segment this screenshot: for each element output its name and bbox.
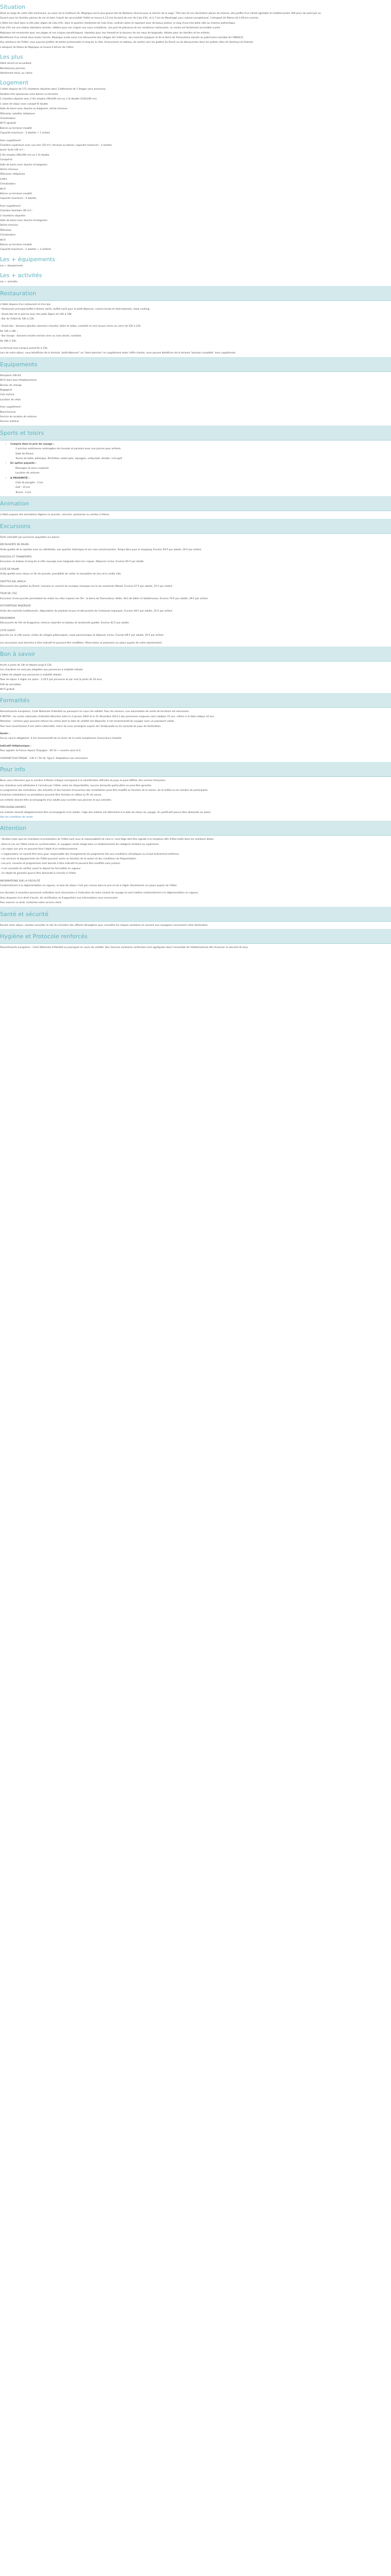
equipement-item: Wi-Fi dans tout l'établissement [0, 379, 37, 382]
pour-info-para: Les chambres sont attribuées à l'arrivée par l'hôtel, selon les disponibilités, aucune demande particulière ne peut être garantie. [0, 784, 152, 787]
family-item: Sèche-cheveux [0, 224, 19, 227]
logement-item: 1 salon de séjour avec canapé-lit double [0, 103, 48, 106]
attention-section [0, 821, 391, 905]
logement-item: Climatisation [0, 117, 16, 120]
attention-para: - L'organisateur ne saurait être tenu pour responsable des changements de programme liés aux conditions climatiques ou à tout événement extérieur. [0, 853, 180, 856]
equipement-item: Bureau de change [0, 384, 22, 387]
restauration-para: L'hôtel dispose d'un restaurant et d'un bar. [0, 303, 51, 306]
logement-intro2: Doubles très spacieuses avec balcon ou terrasse. [0, 93, 59, 96]
section-title-situation: Situation [0, 4, 26, 10]
attention-para: - Les repas non pris ne peuvent faire l'objet d'un remboursement. [0, 848, 78, 851]
sports-near-title: • A PROXIMITÉ : [10, 477, 391, 480]
sports-free-item: Salle de fitness [15, 452, 34, 455]
formule-item: De 18h à 23h. [0, 340, 17, 343]
formalites-para: Attention : certains pays peuvent refuser les cartes dont la date de validité est dépassée. Il est recommandé de voyager avec un passeport valide. [0, 720, 175, 723]
les-plus-item: Hôtel récent et accueillant [0, 62, 31, 65]
suite-item: Salle de bains avec douche et baignoire [0, 163, 47, 166]
tel-title: Indicatif téléphonique : [0, 744, 31, 748]
sports-free-item: 2 piscines extérieures aménagées de transats et parasols avec une piscine pour enfants [15, 448, 121, 451]
equipement-supp-title: Avec supplément : [0, 406, 22, 409]
bon-a-savoir-item: Accès à partir de 14h et départ jusqu'à 12h. [0, 664, 53, 667]
restauration-para: - Snack-bar de la piscine avec des plats légers de 10h à 18h. [0, 313, 73, 316]
sports-band [0, 426, 391, 440]
situation-para: Aux alentours de l'hôtel, vous pourrez profiter de belles promenades le long de la côte, d'excursions en bateau, de sorties vers les grottes du Drach ou de découvertes dans les petites villes de Santanyí et Felanitx. [0, 41, 254, 44]
section-title-excursions: Excursions [0, 522, 31, 530]
equipement-supp: Service médical [0, 420, 19, 423]
animation-text: L'hôtel propose des animations légères en journée, concerts, spectacles ou soirées à thème. [0, 514, 110, 517]
bon-a-savoir-band [0, 647, 391, 662]
excursion-heading: FAISCEAU ET TRANSPORTS [0, 555, 32, 558]
formule-item: De 10h à 18h : [0, 330, 18, 333]
family-item: Capacité maximum : 2 adultes + 2 enfants [0, 248, 52, 251]
equipement-item: Bagagerie [0, 388, 12, 392]
fiscalite-title: INFORMATIONS SUR LA FISCALITÉ [0, 879, 40, 883]
pour-info-para: Certaines installations ou prestations peuvent être fermées en début ou fin de saison. [0, 794, 103, 797]
sports-section [0, 426, 391, 495]
animation-band [0, 496, 391, 511]
les-plus-item: Nombreuses piscines [0, 67, 25, 70]
perso-para: Les données à caractère personnel collectées sont nécessaires à l'exécution de votre contrat de voyage et sont traitées conformément à la réglementation en vigueur. [0, 892, 199, 895]
plus-activites-section [0, 269, 391, 284]
suite-item: Climatisation [0, 183, 16, 186]
precision-title: PRÉCISIONS ENFANTS [0, 806, 26, 809]
attention-para: - Un dépôt de garantie pourra être demandé à l'arrivée à l'hôtel. [0, 872, 77, 875]
equipement-item: Réception 24h/24 [0, 374, 21, 377]
tel-text: Pour appeler la France depuis l'Espagne : 00 33 + numéro sans le 0. [0, 750, 82, 753]
logement-note: Avec supplément : [0, 139, 22, 142]
bon-a-savoir-item: Taxe de séjour à régler sur place : 2,20 € par personne et par nuit (à partir de 16 ans). [0, 679, 103, 682]
pour-info-para: Le programme des animations, des activités et des horaires d'ouverture des installations peut être modifié en fonction de la saison, de la météo ou du nombre de participants. [0, 789, 208, 792]
section-title-hygiene: Santé et sécurité [0, 910, 49, 918]
logement-item: Capacité maximum : 3 adultes + 1 enfant [0, 132, 50, 135]
family-item: Salle de bains avec douche et baignoire [0, 219, 47, 223]
attention-para: - Veuillez noter que les chambres et prestations de l'hôtel sont sous la responsabilité de celui-ci, tout litige doit être signalé à la réception afin d'être traité dans les meilleurs délais. [0, 838, 215, 841]
situation-para: Majorque est renommée pour ses plages et ses criques paradisiaques, réputées pour leur beauté et la douceur de ses eaux de baignade, idéales pour les familles et les enfants. [0, 31, 210, 35]
formule-item: - Snack-bar : boissons glacées, boissons chaudes, bière et sodas, cocktails et vins locaux servis au verre de 10h à 23h. [0, 325, 141, 328]
sante-text: Aucun vaccin obligatoire. Il est recommandé de se munir de la carte européenne d'assurance maladie. [0, 737, 122, 740]
hygiene-section [0, 907, 391, 927]
family-item: 2 chambres séparées [0, 214, 26, 217]
attention-para: - Dans le cas où l'hôtel serait en surréservation, le voyageur serait relogé dans un établissement de catégorie similaire ou supérieure. [0, 843, 159, 846]
section-title-logement: Logement [0, 79, 29, 87]
sports-near-item: Tennis : 2 km [15, 491, 31, 494]
excursion-text: Visite guidée de la capitale avec sa cathédrale, son quartier historique et ses rues commerçantes. Temps libre pour le shopping. Environ 59 € par adulte, 29 € par enfant. [0, 548, 202, 551]
excursion-heading: GROTTES DEL DRACH [0, 580, 26, 583]
excursions-section [0, 519, 391, 645]
animation-section [0, 496, 391, 517]
suite-item: Wi-Fi [0, 188, 6, 191]
equipement-supp: Service de location de voitures [0, 416, 37, 418]
logement-section [0, 77, 391, 251]
pour-info-band [0, 762, 391, 777]
excursion-heading: DRAGONERA [0, 617, 15, 620]
sports-free-item: Tennis de table, pétanque, fléchettes, water-polo, aquagym, volley-ball, aérobic, mini-golf [15, 457, 122, 461]
excursions-intro: Tarifs indicatifs par personne (payables sur place) : [0, 536, 61, 539]
pour-info-para: Nous vous informons que le nombre d'étoiles indiqué correspond à la classification officielle du pays et peut différer des normes françaises. [0, 779, 166, 783]
sports-free-title: • Compris dans le prix du voyage : [10, 443, 391, 446]
restauration-note2: Lors de votre séjour, vous bénéficiez de la formule "petit-déjeuner" ou "demi-pension" en supplément selon l'offre choisie, vous pouvez bénéficier de la formule "pension complète" avec supplément. [0, 352, 236, 355]
attention-para: - Les prix, horaires et programmes sont donnés à titre indicatif et peuvent être modifiés sans préavis. [0, 862, 121, 866]
excursion-text: Visite guidée avec retour en fin de journée, possibilité de visiter le monastère de Lluc et la vieille ville. [0, 573, 122, 576]
sante-title: Santé : [0, 733, 10, 736]
restauration-band [0, 286, 391, 301]
sports-near-item: Club de plongée : 2 km [15, 482, 43, 485]
formalites-para: Pour tout ressortissant d'une autre nationalité, merci de vous renseigner auprès de l'ambassade ou du consulat du pays de destination. [0, 725, 161, 728]
excursion-text: Découverte des grottes du Drach, incluant un concert de musique classique sur le lac souterrain Martel. Environ 47 € par adulte, 25 € par enfant. [0, 585, 173, 588]
suite-item: Coffre [0, 178, 7, 181]
formalites-para: À NOTER : les cartes nationales d'identité délivrées entre le 2 janvier 2004 et le 31 décembre 2013 à des personnes majeures sont valables 15 ans, même si la date indique 10 ans. [0, 715, 215, 718]
situation-para: Ouvert pour les familles pleines de vie et dans l'esprit de convivialité l'hôtel se trouve à 2,5 km du bord de mer de Cala d'Or, et à 7 km du Mondragó, parc naturel exceptionnel. L'aéroport de Palma est à 60 km environ. [0, 17, 259, 20]
suite-title: Junior Suite (40 m²) : [0, 149, 25, 152]
formule-item: - Bar lounge : boissons locales servies avec ou sans alcool, cocktails. [0, 335, 82, 338]
conditions-link[interactable]: Voir les conditions de vente [0, 816, 33, 819]
sports-pay-item: Massages et soins corporels [15, 467, 49, 470]
excursions-note: Les excursions sont données à titre indicatif et peuvent être modifiées. Réservation et paiement sur place auprès de notre représentant. [0, 641, 162, 645]
section-title-animation: Animation [0, 500, 29, 507]
protocole-band [0, 929, 391, 944]
logement-item: Balcon ou terrasse meublé [0, 127, 32, 130]
bon-a-savoir-item: L'hôtel est adapté aux personnes à mobilité réduite. [0, 673, 62, 676]
situation-para: Cala d'Or est une station balnéaire animée, célèbre pour ses criques aux eaux cristallines, son port de plaisance et ses nombreux restaurants. Le centre est facilement accessible à pied. [0, 27, 221, 30]
suite-item: Capacité maximum : 4 adultes [0, 197, 37, 200]
section-title-equipements: Equipements [0, 361, 38, 368]
section-title-sports: Sports et loisirs [0, 429, 44, 436]
plus-activites-text: Les + activités [0, 281, 18, 284]
excursion-heading: AUTHENTIQUE MAJORQUE [0, 605, 31, 608]
excursion-text: Excursion d'une journée permettant de visiter les sites majeurs de l'île : la Serra de Tramuntana, Sóller, Port de Sóller et Valldemossa. Environ 79 € par adulte, 39 € par enfant. [0, 597, 208, 600]
section-title-pour-info: Pour info [0, 766, 25, 773]
attention-para: - Les services et équipements de l'hôtel peuvent varier en fonction de la saison et des conditions de fréquentation. [0, 857, 137, 860]
bon-a-savoir-section [0, 647, 391, 691]
section-title-protocole: Hygiène et Protocole renforcés [0, 933, 88, 940]
excursion-heading: COTE OUEST [0, 629, 15, 632]
sports-pay-list [0, 462, 391, 465]
excursion-heading: COTE DE PALMA [0, 568, 20, 571]
attention-band [0, 821, 391, 836]
sports-near-list [0, 477, 391, 480]
excursion-heading: DÉCOUVERTE DE PALMA [0, 544, 29, 547]
perso-para: Vous disposez d'un droit d'accès, de rectification et d'opposition aux informations vous concernant. [0, 896, 118, 900]
precision-text: Les enfants doivent obligatoirement être accompagnés d'un adulte. L'âge des enfants est déterminé à la date de retour du voyage. Un justificatif pourra être demandé sur place. [0, 811, 211, 814]
logement-item: Salle de bains avec douche ou baignoire, sèche-cheveux [0, 108, 68, 111]
family-item: Climatisation [0, 234, 16, 237]
courant-text: COURANT ÉLECTRIQUE : 230 V / 50 Hz. Type F. Adaptateur non nécessaire. [0, 757, 89, 760]
formalites-section [0, 693, 391, 760]
equipement-supp: Blanchisserie [0, 411, 16, 414]
section-title-bon-a-savoir: Bon à savoir [0, 651, 36, 657]
sports-free-list [0, 443, 391, 446]
situation-para: Situé au large de cette côte lumineuse, au coeur de la meilleure île, Majorque est le plus grand site de Baléares réservé pour le dernier de la saga ! Très loin de son illustration pleine de charme, elle profite d'un climat agréable et méditerranéen 300 jours de soleil par an. [0, 12, 322, 15]
protocole-text: Ressortissants européens : Carte Nationale d'Identité ou passeport en cours de validité. Des mesures sanitaires renforcées sont appliquées dans l'ensemble de l'établissement afin d'assurer la sécurité de tous. [0, 946, 249, 950]
suite-item: Canapé-lit [0, 159, 12, 162]
protocole-section [0, 929, 391, 950]
excursion-text: Excursion en bateau le long de la côte sauvage avec baignade dans les criques. Déjeuner inclus. Environ 65 € par adulte. [0, 561, 144, 564]
equipements-section [0, 357, 391, 424]
family-item: Télévision [0, 229, 12, 232]
equipement-item: Coin lecture [0, 394, 14, 397]
pour-info-para: Les enfants doivent être accompagnés d'un adulte pour accéder aux piscines et aux activités. [0, 799, 112, 802]
excursion-text: Visite des marchés traditionnels, dégustation de produits locaux et découverte de l'artisanat majorquin. Environ 49 € par adulte, 25 € par enfant. [0, 609, 173, 613]
situation-para: L'Hôtel est situé dans la très jolie région de Cala d'Or, dans le quartier résidentiel de Cala Gran, endroit calme et reposant avec de beaux jardins, le long d'une très belle côte au charme authentique. [0, 22, 236, 25]
suite-item: Télévision, téléphone [0, 173, 25, 176]
suite-item: 2 lits simples (90x190 cm) ou 1 lit double [0, 154, 50, 157]
hotel-page [0, 0, 391, 951]
section-title-attention: Attention [0, 825, 26, 832]
section-title-plus-equipements: Les + équipements [0, 256, 55, 263]
family-item: Balcon ou terrasse meublé [0, 244, 32, 247]
sports-pay-item: Location de voitures [15, 472, 40, 475]
pour-info-section [0, 762, 391, 819]
sports-pay-title: • En option payante : [10, 462, 391, 465]
bon-a-savoir-item: Prêt de serviettes. [0, 683, 22, 686]
hygiene-band [0, 907, 391, 922]
les-plus-item: Idéalement situé, au calme [0, 72, 32, 75]
section-title-les-plus: Les plus [0, 54, 23, 61]
plus-equipements-text: Les + équipements [0, 264, 23, 267]
bon-a-savoir-item: Wi-Fi gratuit. [0, 688, 15, 691]
formalites-para: Ressortissants européens, Carte Nationale d'Identité ou passeport en cours de validité. Pour les mineurs, une autorisation de sortie de territoire est nécessaire. [0, 710, 190, 714]
situation-para: Bénéficiant d'un climat doux toute l'année, Majorque invite aussi à la découverte des villages de l'intérieur, des marchés typiques et de la Serra de Tramuntana classée au patrimoine mondial de l'UNESCO. [0, 37, 244, 40]
equipements-band [0, 357, 391, 372]
logement-intro: L'hôtel dispose de 171 chambres réparties dans 3 bâtiments de 2 étages sans ascenseur. [0, 88, 107, 91]
situation-para: L'aéroport de Palma de Majorque se trouve à 60 km de l'hôtel. [0, 46, 74, 49]
equipement-item: Location de vélos [0, 398, 21, 401]
situation-section [0, 0, 391, 49]
family-item: Wi-Fi [0, 239, 6, 242]
fiscalite-text: Conformément à la réglementation en vigueur, la taxe de séjour n'est pas incluse dans le prix et est à régler directement sur place auprès de l'hôtel. [0, 885, 177, 887]
section-title-plus-activites: Les + activités [0, 272, 42, 279]
logement-note: Chambre supérieure avec vue mer (20 m²), terrasse ou balcon, capacité maximum : 3 adultes. [0, 144, 113, 147]
restauration-para: - Bar de l'hôtel de 10h à 23h. [0, 317, 35, 320]
restauration-section [0, 286, 391, 355]
logement-item: Wi-Fi (gratuit) [0, 122, 17, 125]
excursion-text: Découverte de l'île de Dragonera, réserve naturelle en bateau et randonnée guidée. Environ 62 € par adulte. [0, 622, 130, 625]
formalites-band [0, 693, 391, 708]
excursion-text: Journée sur la côte ouest, visites de villages pittoresques, route panoramique et déjeuner inclus. Environ 69 € par adulte, 35 € par enfant. [0, 634, 164, 637]
family-title: Chambre familiale (36 m²) : [0, 210, 33, 213]
bon-a-savoir-item: Les chambres ne sont pas adaptées aux personnes à mobilité réduite. [0, 669, 84, 672]
hygiene-text: Durant votre séjour, veuillez consulter le site du ministère des affaires étrangères pour connaître les risques sanitaires et conseils aux voyageurs concernant votre destination. [0, 924, 208, 927]
logement-note: Avec supplément : [0, 205, 22, 208]
logement-item: Télévision satellite, téléphone [0, 112, 36, 115]
perso-para: Pour exercer ce droit, contactez notre service client. [0, 902, 62, 905]
excursion-heading: TOUR DE L'ÎLE [0, 592, 17, 596]
section-title-restauration: Restauration [0, 290, 37, 297]
plus-equipements-section [0, 253, 391, 268]
excursions-band [0, 519, 391, 534]
restauration-note: La formule tout compris prend fin à 23h. [0, 347, 48, 350]
suite-item: Sèche-cheveux [0, 168, 19, 171]
attention-para: - Il est conseillé de vérifier avant le départ les formalités en vigueur. [0, 867, 82, 870]
logement-item: 1 chambre séparée avec 2 lits simples (90x190 cm) ou 1 lit double (150x190 cm) [0, 98, 97, 101]
section-title-formalites: Formalités [0, 697, 30, 704]
suite-item: Balcon ou terrasse meublé [0, 193, 32, 195]
restauration-para: - Restaurant principal buffet à thème variés, buffet varié pour le petit-déjeuner, cuisine locale et internationale, show cooking. [0, 308, 151, 311]
sports-near-item: Golf : 15 km [15, 486, 30, 489]
les-plus-section [0, 51, 391, 75]
